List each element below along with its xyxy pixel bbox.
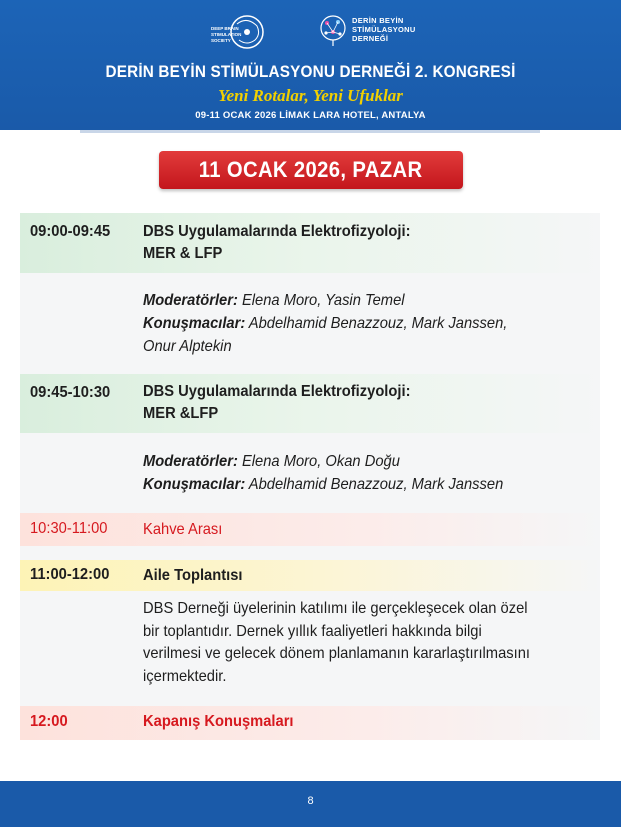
- derin-beyin-logo: [318, 12, 428, 52]
- day-banner: [159, 151, 463, 189]
- speakers: Abdelhamid Benazzouz, Mark Janssen: [248, 476, 504, 493]
- session-title: Aile Toplantısı: [143, 567, 243, 584]
- congress-title: DERİN BEYİN STİMÜLASYONU DERNEĞİ 2. KONGRESİ: [105, 62, 516, 81]
- day-banner-label: 11 OCAK 2026, PAZAR: [199, 157, 423, 182]
- session-time: 09:00-09:45: [30, 223, 111, 240]
- congress-venue: 09-11 OCAK 2026 LİMAK LARA HOTEL, ANTALYA: [195, 110, 426, 121]
- speakers-cont: Onur Alptekin: [143, 338, 232, 355]
- header-divider: [80, 130, 540, 133]
- speakers-label: Konuşmacılar:: [143, 315, 246, 332]
- session-people: [143, 289, 507, 358]
- session-row: [20, 706, 600, 740]
- footer-bar: [0, 781, 621, 827]
- brain-network-icon: [318, 12, 348, 48]
- congress-subtitle: Yeni Rotalar, Yeni Ufuklar: [218, 86, 403, 105]
- logos: [0, 10, 621, 54]
- session-row: [20, 213, 600, 273]
- page-number: 8: [307, 795, 314, 807]
- moderators-label: Moderatörler:: [143, 292, 238, 309]
- session-title: Kapanış Konuşmaları: [143, 713, 294, 730]
- session-people: [143, 450, 503, 496]
- moderators: Elena Moro, Okan Doğu: [241, 453, 400, 470]
- session-time: 10:30-11:00: [30, 520, 108, 537]
- session-row: [20, 374, 600, 433]
- logo2-text: DERİN BEYİN STİMÜLASYONU DERNEĞİ: [352, 16, 416, 43]
- session-title: DBS Uygulamalarında Elektrofizyoloji: MER &LFP: [143, 383, 411, 422]
- session-time: 11:00-12:00: [30, 566, 110, 583]
- session-title: Kahve Arası: [143, 521, 223, 538]
- session-time: 12:00: [30, 713, 68, 730]
- speakers: Abdelhamid Benazzouz, Mark Janssen,: [248, 315, 508, 332]
- header-banner: [0, 0, 621, 130]
- svg-text:STIMULATION: STIMULATION: [211, 32, 242, 37]
- speakers-label: Konuşmacılar:: [143, 476, 246, 493]
- moderators: Elena Moro, Yasin Temel: [241, 292, 405, 309]
- svg-text:SOCIETY: SOCIETY: [211, 38, 231, 43]
- session-row: [20, 513, 600, 546]
- session-description: DBS Derneği üyelerinin katılımı ile gerçekleşecek olan özel bir toplantıdır. Dernek yıllık faaliyetleri hakkında bilgi verilmesi ve gelecek dönem planlamanın kararlaştırılmasını içermektedir.: [143, 600, 530, 685]
- dbs-society-logo: [209, 12, 267, 52]
- session-row: [20, 560, 600, 591]
- moderators-label: Moderatörler:: [143, 453, 238, 470]
- session-title: DBS Uygulamalarında Elektrofizyoloji: MER & LFP: [143, 223, 411, 262]
- svg-text:DEEP BRAIN: DEEP BRAIN: [211, 26, 239, 31]
- session-time: 09:45-10:30: [30, 384, 111, 401]
